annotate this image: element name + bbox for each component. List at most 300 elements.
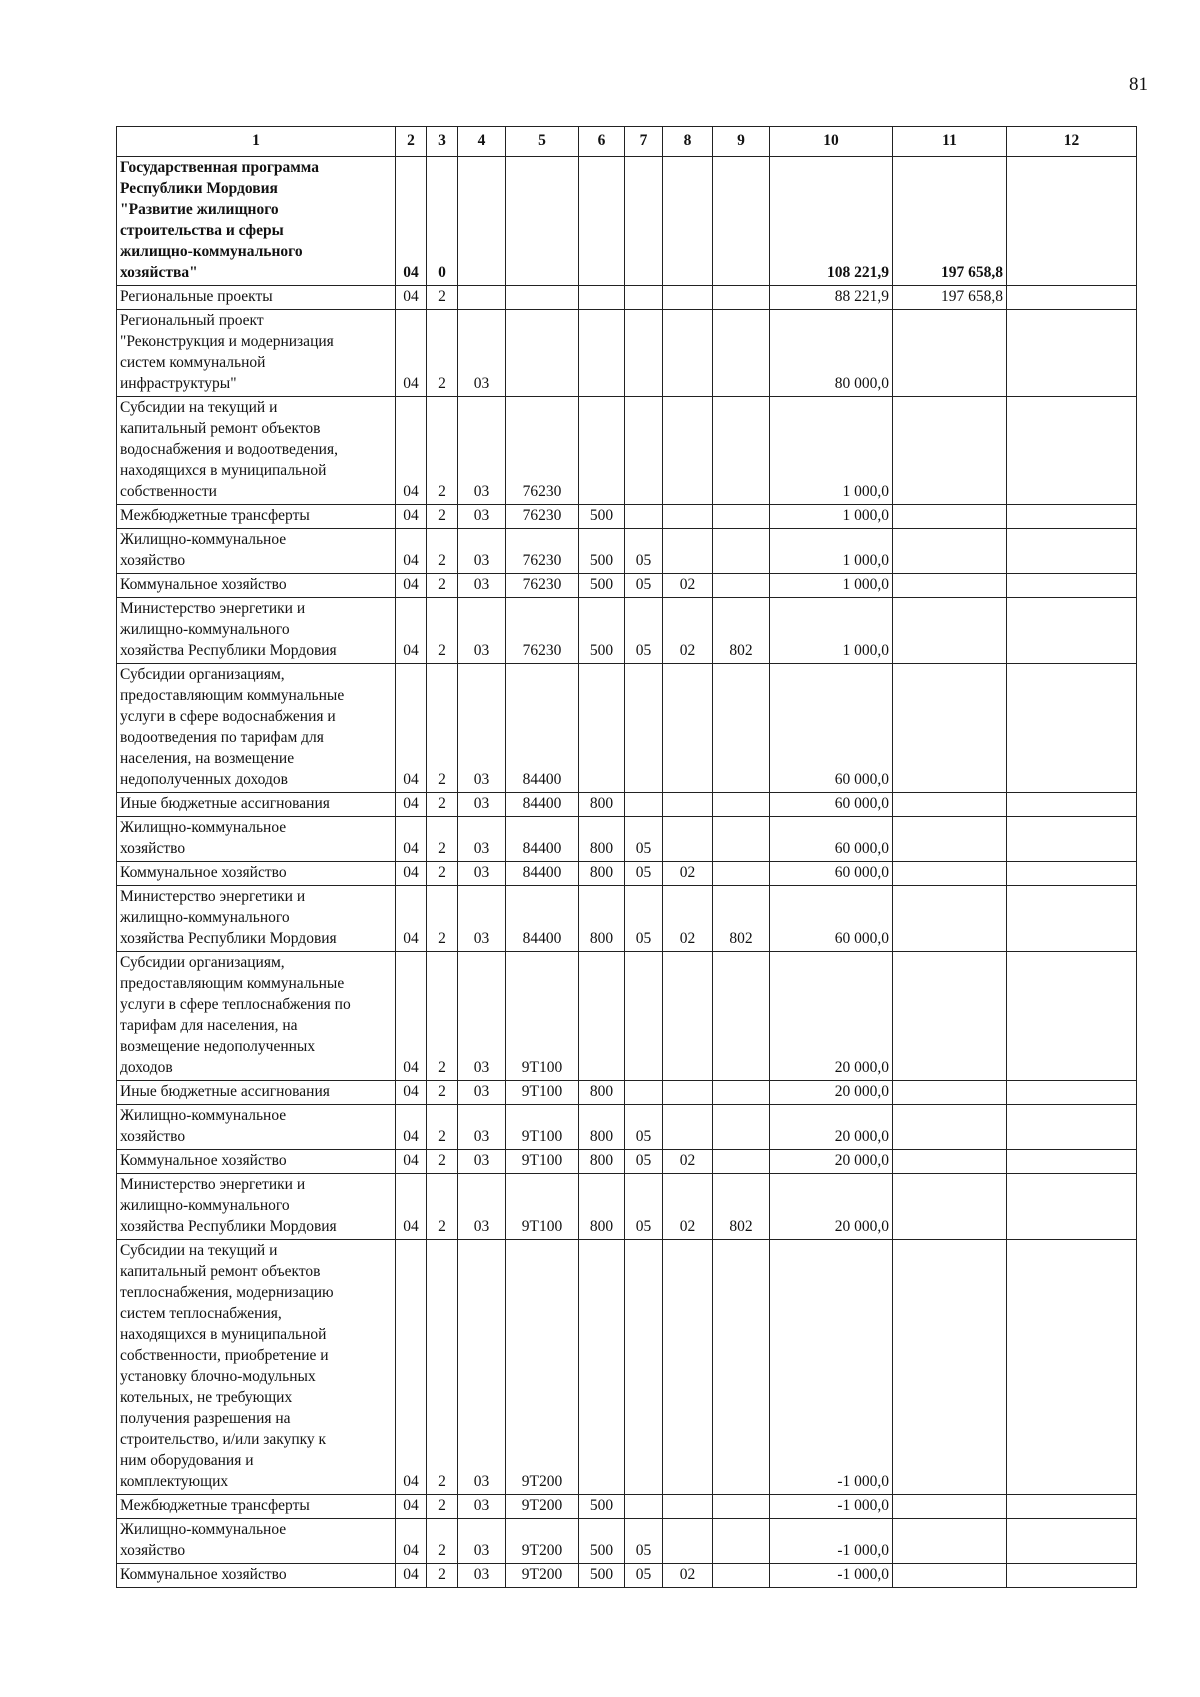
direction-code-cell: 9Т100 xyxy=(506,1174,579,1240)
table-row xyxy=(117,1240,1137,1495)
subprogram-code-cell: 2 xyxy=(427,529,458,574)
col-header-5: 5 xyxy=(506,127,579,157)
ministry-code-cell xyxy=(713,1240,770,1495)
amount-col12-cell xyxy=(1007,157,1137,286)
amount-col12-cell xyxy=(1007,1240,1137,1495)
amount-col11-cell xyxy=(893,1105,1007,1150)
project-code-cell: 03 xyxy=(458,1240,506,1495)
amount-col11-cell xyxy=(893,1564,1007,1588)
subprogram-code-cell: 2 xyxy=(427,286,458,310)
expense-type-cell: 500 xyxy=(579,1564,625,1588)
budget-code-cell: 04 xyxy=(396,505,427,529)
ministry-code-cell: 802 xyxy=(713,598,770,664)
expense-type-cell: 800 xyxy=(579,1081,625,1105)
amount-col10-cell: 1 000,0 xyxy=(770,397,893,505)
amount-col10-cell: 60 000,0 xyxy=(770,862,893,886)
subprogram-code-cell: 2 xyxy=(427,1105,458,1150)
section-code-cell xyxy=(625,397,663,505)
subprogram-code-cell: 0 xyxy=(427,157,458,286)
table-row xyxy=(117,598,1137,664)
table-row xyxy=(117,574,1137,598)
ministry-code-cell: 802 xyxy=(713,1174,770,1240)
subprogram-code-cell: 2 xyxy=(427,793,458,817)
section-code-cell xyxy=(625,1495,663,1519)
subsection-code-cell xyxy=(663,952,713,1081)
ministry-code-cell xyxy=(713,862,770,886)
subprogram-code-cell: 2 xyxy=(427,1519,458,1564)
row-name-cell: Субсидии организациям, предоставляющим коммунальные услуги в сфере теплоснабжения по тарифам для населения, на возмещение недополученных доходов xyxy=(117,952,396,1081)
ministry-code-cell xyxy=(713,664,770,793)
amount-col11-cell xyxy=(893,397,1007,505)
table-row xyxy=(117,1081,1137,1105)
budget-code-cell: 04 xyxy=(396,310,427,397)
budget-code-cell: 04 xyxy=(396,1519,427,1564)
table-row xyxy=(117,310,1137,397)
direction-code-cell xyxy=(506,310,579,397)
direction-code-cell: 76230 xyxy=(506,397,579,505)
amount-col10-cell: -1 000,0 xyxy=(770,1519,893,1564)
row-name-cell: Коммунальное хозяйство xyxy=(117,574,396,598)
subsection-code-cell xyxy=(663,157,713,286)
table-row xyxy=(117,505,1137,529)
ministry-code-cell xyxy=(713,1081,770,1105)
section-code-cell: 05 xyxy=(625,886,663,952)
amount-col12-cell xyxy=(1007,1174,1137,1240)
project-code-cell: 03 xyxy=(458,598,506,664)
expense-type-cell: 800 xyxy=(579,1150,625,1174)
table-row xyxy=(117,1150,1137,1174)
ministry-code-cell xyxy=(713,1495,770,1519)
row-name-cell: Министерство энергетики и жилищно-коммунального хозяйства Республики Мордовия xyxy=(117,886,396,952)
subsection-code-cell xyxy=(663,664,713,793)
table-row xyxy=(117,952,1137,1081)
header-row xyxy=(117,127,1137,157)
section-code-cell: 05 xyxy=(625,574,663,598)
amount-col12-cell xyxy=(1007,1150,1137,1174)
table-row xyxy=(117,1105,1137,1150)
amount-col10-cell: 1 000,0 xyxy=(770,505,893,529)
subsection-code-cell: 02 xyxy=(663,1174,713,1240)
amount-col11-cell xyxy=(893,886,1007,952)
row-name-cell: Коммунальное хозяйство xyxy=(117,862,396,886)
direction-code-cell: 9Т100 xyxy=(506,952,579,1081)
amount-col12-cell xyxy=(1007,862,1137,886)
budget-code-cell: 04 xyxy=(396,529,427,574)
subprogram-code-cell: 2 xyxy=(427,664,458,793)
col-header-3: 3 xyxy=(427,127,458,157)
amount-col11-cell: 197 658,8 xyxy=(893,286,1007,310)
expense-type-cell: 800 xyxy=(579,1174,625,1240)
section-code-cell xyxy=(625,310,663,397)
table-row xyxy=(117,817,1137,862)
subsection-code-cell xyxy=(663,1105,713,1150)
project-code-cell: 03 xyxy=(458,505,506,529)
expense-type-cell: 800 xyxy=(579,793,625,817)
table-row xyxy=(117,793,1137,817)
budget-code-cell: 04 xyxy=(396,1081,427,1105)
section-code-cell xyxy=(625,1081,663,1105)
project-code-cell: 03 xyxy=(458,529,506,574)
amount-col11-cell xyxy=(893,1150,1007,1174)
expense-type-cell: 500 xyxy=(579,574,625,598)
project-code-cell: 03 xyxy=(458,862,506,886)
direction-code-cell: 76230 xyxy=(506,598,579,664)
amount-col12-cell xyxy=(1007,598,1137,664)
subsection-code-cell: 02 xyxy=(663,574,713,598)
project-code-cell: 03 xyxy=(458,817,506,862)
amount-col10-cell: 1 000,0 xyxy=(770,529,893,574)
amount-col11-cell xyxy=(893,574,1007,598)
ministry-code-cell xyxy=(713,397,770,505)
section-code-cell xyxy=(625,952,663,1081)
section-code-cell: 05 xyxy=(625,1174,663,1240)
table-row xyxy=(117,397,1137,505)
subprogram-code-cell: 2 xyxy=(427,1240,458,1495)
project-code-cell xyxy=(458,157,506,286)
subsection-code-cell xyxy=(663,1240,713,1495)
row-name-cell: Субсидии на текущий и капитальный ремонт объектов водоснабжения и водоотведения, находящихся в муниципальной собственности xyxy=(117,397,396,505)
subsection-code-cell xyxy=(663,1081,713,1105)
subprogram-code-cell: 2 xyxy=(427,1150,458,1174)
amount-col10-cell: 88 221,9 xyxy=(770,286,893,310)
amount-col11-cell xyxy=(893,310,1007,397)
amount-col12-cell xyxy=(1007,286,1137,310)
subprogram-code-cell: 2 xyxy=(427,310,458,397)
budget-code-cell: 04 xyxy=(396,598,427,664)
table-row xyxy=(117,664,1137,793)
expense-type-cell xyxy=(579,664,625,793)
row-name-cell: Государственная программа Республики Мордовия "Развитие жилищного строительства и сферы жилищно-коммунального хозяйства" xyxy=(117,157,396,286)
ministry-code-cell xyxy=(713,286,770,310)
amount-col12-cell xyxy=(1007,1564,1137,1588)
section-code-cell xyxy=(625,505,663,529)
budget-code-cell: 04 xyxy=(396,817,427,862)
budget-code-cell: 04 xyxy=(396,1495,427,1519)
col-header-6: 6 xyxy=(579,127,625,157)
project-code-cell: 03 xyxy=(458,664,506,793)
direction-code-cell xyxy=(506,157,579,286)
direction-code-cell: 9Т200 xyxy=(506,1564,579,1588)
budget-table xyxy=(116,126,1137,1588)
expense-type-cell: 800 xyxy=(579,886,625,952)
table-row xyxy=(117,1174,1137,1240)
subsection-code-cell: 02 xyxy=(663,862,713,886)
section-code-cell: 05 xyxy=(625,1519,663,1564)
ministry-code-cell: 802 xyxy=(713,886,770,952)
expense-type-cell xyxy=(579,1240,625,1495)
amount-col10-cell: 80 000,0 xyxy=(770,310,893,397)
col-header-9: 9 xyxy=(713,127,770,157)
amount-col10-cell: 20 000,0 xyxy=(770,1081,893,1105)
row-name-cell: Субсидии на текущий и капитальный ремонт объектов теплоснабжения, модернизацию систем теплоснабжения, находящихся в муниципальной собственности, приобретение и установку блочно-модульных котельных, не требующих получения разрешения на строительство, и/или закупку к ним оборудования и комплектующих xyxy=(117,1240,396,1495)
budget-code-cell: 04 xyxy=(396,1240,427,1495)
subsection-code-cell: 02 xyxy=(663,1150,713,1174)
project-code-cell: 03 xyxy=(458,310,506,397)
ministry-code-cell xyxy=(713,1150,770,1174)
col-header-10: 10 xyxy=(770,127,893,157)
direction-code-cell: 84400 xyxy=(506,817,579,862)
amount-col12-cell xyxy=(1007,397,1137,505)
budget-code-cell: 04 xyxy=(396,793,427,817)
direction-code-cell: 9Т200 xyxy=(506,1240,579,1495)
subprogram-code-cell: 2 xyxy=(427,574,458,598)
row-name-cell: Жилищно-коммунальное хозяйство xyxy=(117,1105,396,1150)
direction-code-cell: 76230 xyxy=(506,574,579,598)
table-row xyxy=(117,1495,1137,1519)
amount-col11-cell xyxy=(893,862,1007,886)
section-code-cell: 05 xyxy=(625,817,663,862)
expense-type-cell xyxy=(579,952,625,1081)
row-name-cell: Межбюджетные трансферты xyxy=(117,505,396,529)
amount-col11-cell xyxy=(893,1495,1007,1519)
direction-code-cell: 76230 xyxy=(506,529,579,574)
ministry-code-cell xyxy=(713,310,770,397)
amount-col10-cell: -1 000,0 xyxy=(770,1495,893,1519)
col-header-8: 8 xyxy=(663,127,713,157)
amount-col11-cell: 197 658,8 xyxy=(893,157,1007,286)
subsection-code-cell xyxy=(663,793,713,817)
amount-col11-cell xyxy=(893,1240,1007,1495)
amount-col12-cell xyxy=(1007,664,1137,793)
amount-col12-cell xyxy=(1007,886,1137,952)
row-name-cell: Иные бюджетные ассигнования xyxy=(117,793,396,817)
col-header-11: 11 xyxy=(893,127,1007,157)
subsection-code-cell: 02 xyxy=(663,598,713,664)
col-header-2: 2 xyxy=(396,127,427,157)
ministry-code-cell xyxy=(713,1564,770,1588)
row-name-cell: Жилищно-коммунальное хозяйство xyxy=(117,1519,396,1564)
col-header-4: 4 xyxy=(458,127,506,157)
subprogram-code-cell: 2 xyxy=(427,397,458,505)
section-code-cell: 05 xyxy=(625,529,663,574)
subprogram-code-cell: 2 xyxy=(427,1174,458,1240)
subprogram-code-cell: 2 xyxy=(427,505,458,529)
amount-col10-cell: 20 000,0 xyxy=(770,1150,893,1174)
amount-col10-cell: 20 000,0 xyxy=(770,1174,893,1240)
project-code-cell xyxy=(458,286,506,310)
amount-col10-cell: 20 000,0 xyxy=(770,952,893,1081)
table-row xyxy=(117,157,1137,286)
expense-type-cell: 500 xyxy=(579,598,625,664)
direction-code-cell: 9Т100 xyxy=(506,1081,579,1105)
expense-type-cell: 800 xyxy=(579,817,625,862)
budget-code-cell: 04 xyxy=(396,397,427,505)
expense-type-cell xyxy=(579,397,625,505)
project-code-cell: 03 xyxy=(458,574,506,598)
amount-col11-cell xyxy=(893,505,1007,529)
project-code-cell: 03 xyxy=(458,952,506,1081)
expense-type-cell xyxy=(579,157,625,286)
budget-code-cell: 04 xyxy=(396,286,427,310)
subsection-code-cell xyxy=(663,1495,713,1519)
expense-type-cell: 500 xyxy=(579,1495,625,1519)
budget-code-cell: 04 xyxy=(396,157,427,286)
section-code-cell: 05 xyxy=(625,1564,663,1588)
row-name-cell: Региональный проект "Реконструкция и модернизация систем коммунальной инфраструктуры" xyxy=(117,310,396,397)
table-row xyxy=(117,886,1137,952)
section-code-cell: 05 xyxy=(625,862,663,886)
project-code-cell: 03 xyxy=(458,1150,506,1174)
direction-code-cell: 9Т100 xyxy=(506,1150,579,1174)
section-code-cell xyxy=(625,664,663,793)
amount-col12-cell xyxy=(1007,1081,1137,1105)
subsection-code-cell xyxy=(663,529,713,574)
budget-code-cell: 04 xyxy=(396,1105,427,1150)
budget-code-cell: 04 xyxy=(396,1150,427,1174)
amount-col11-cell xyxy=(893,1519,1007,1564)
subsection-code-cell xyxy=(663,505,713,529)
ministry-code-cell xyxy=(713,793,770,817)
amount-col10-cell: 1 000,0 xyxy=(770,574,893,598)
direction-code-cell: 84400 xyxy=(506,886,579,952)
direction-code-cell: 76230 xyxy=(506,505,579,529)
subprogram-code-cell: 2 xyxy=(427,817,458,862)
section-code-cell: 05 xyxy=(625,1150,663,1174)
section-code-cell xyxy=(625,793,663,817)
row-name-cell: Межбюджетные трансферты xyxy=(117,1495,396,1519)
amount-col12-cell xyxy=(1007,574,1137,598)
budget-code-cell: 04 xyxy=(396,952,427,1081)
amount-col12-cell xyxy=(1007,529,1137,574)
expense-type-cell: 500 xyxy=(579,505,625,529)
amount-col10-cell: 1 000,0 xyxy=(770,598,893,664)
amount-col12-cell xyxy=(1007,817,1137,862)
ministry-code-cell xyxy=(713,529,770,574)
table-row xyxy=(117,286,1137,310)
amount-col11-cell xyxy=(893,664,1007,793)
subprogram-code-cell: 2 xyxy=(427,1564,458,1588)
section-code-cell: 05 xyxy=(625,598,663,664)
subsection-code-cell xyxy=(663,397,713,505)
direction-code-cell: 84400 xyxy=(506,793,579,817)
ministry-code-cell xyxy=(713,1105,770,1150)
amount-col10-cell: 60 000,0 xyxy=(770,817,893,862)
table-row xyxy=(117,1519,1137,1564)
project-code-cell: 03 xyxy=(458,1105,506,1150)
ministry-code-cell xyxy=(713,574,770,598)
project-code-cell: 03 xyxy=(458,1564,506,1588)
amount-col11-cell xyxy=(893,598,1007,664)
budget-code-cell: 04 xyxy=(396,1564,427,1588)
amount-col11-cell xyxy=(893,1081,1007,1105)
subprogram-code-cell: 2 xyxy=(427,886,458,952)
table-row xyxy=(117,1564,1137,1588)
amount-col12-cell xyxy=(1007,952,1137,1081)
subprogram-code-cell: 2 xyxy=(427,1081,458,1105)
amount-col10-cell: 60 000,0 xyxy=(770,793,893,817)
amount-col12-cell xyxy=(1007,505,1137,529)
section-code-cell xyxy=(625,157,663,286)
subsection-code-cell xyxy=(663,310,713,397)
row-name-cell: Субсидии организациям, предоставляющим коммунальные услуги в сфере водоснабжения и водоотведения по тарифам для населения, на возмещение недополученных доходов xyxy=(117,664,396,793)
direction-code-cell: 9Т200 xyxy=(506,1519,579,1564)
section-code-cell xyxy=(625,1240,663,1495)
row-name-cell: Жилищно-коммунальное хозяйство xyxy=(117,817,396,862)
budget-code-cell: 04 xyxy=(396,886,427,952)
subsection-code-cell xyxy=(663,1519,713,1564)
amount-col11-cell xyxy=(893,952,1007,1081)
project-code-cell: 03 xyxy=(458,397,506,505)
col-header-7: 7 xyxy=(625,127,663,157)
amount-col12-cell xyxy=(1007,310,1137,397)
row-name-cell: Коммунальное хозяйство xyxy=(117,1564,396,1588)
amount-col10-cell: 60 000,0 xyxy=(770,664,893,793)
expense-type-cell: 500 xyxy=(579,1519,625,1564)
ministry-code-cell xyxy=(713,817,770,862)
expense-type-cell xyxy=(579,310,625,397)
budget-code-cell: 04 xyxy=(396,862,427,886)
amount-col12-cell xyxy=(1007,793,1137,817)
direction-code-cell: 9Т100 xyxy=(506,1105,579,1150)
col-header-1: 1 xyxy=(117,127,396,157)
project-code-cell: 03 xyxy=(458,793,506,817)
row-name-cell: Коммунальное хозяйство xyxy=(117,1150,396,1174)
amount-col10-cell: -1 000,0 xyxy=(770,1564,893,1588)
table-body xyxy=(117,157,1137,1588)
direction-code-cell: 9Т200 xyxy=(506,1495,579,1519)
amount-col11-cell xyxy=(893,793,1007,817)
amount-col10-cell: -1 000,0 xyxy=(770,1240,893,1495)
page-number: 81 xyxy=(1129,74,1148,95)
project-code-cell: 03 xyxy=(458,1081,506,1105)
project-code-cell: 03 xyxy=(458,1495,506,1519)
subprogram-code-cell: 2 xyxy=(427,952,458,1081)
amount-col11-cell xyxy=(893,817,1007,862)
expense-type-cell: 800 xyxy=(579,1105,625,1150)
expense-type-cell: 800 xyxy=(579,862,625,886)
section-code-cell: 05 xyxy=(625,1105,663,1150)
col-header-12: 12 xyxy=(1007,127,1137,157)
amount-col10-cell: 60 000,0 xyxy=(770,886,893,952)
amount-col11-cell xyxy=(893,1174,1007,1240)
amount-col12-cell xyxy=(1007,1519,1137,1564)
subprogram-code-cell: 2 xyxy=(427,598,458,664)
direction-code-cell: 84400 xyxy=(506,664,579,793)
ministry-code-cell xyxy=(713,505,770,529)
amount-col12-cell xyxy=(1007,1105,1137,1150)
amount-col10-cell: 20 000,0 xyxy=(770,1105,893,1150)
direction-code-cell xyxy=(506,286,579,310)
project-code-cell: 03 xyxy=(458,886,506,952)
row-name-cell: Жилищно-коммунальное хозяйство xyxy=(117,529,396,574)
budget-code-cell: 04 xyxy=(396,664,427,793)
expense-type-cell: 500 xyxy=(579,529,625,574)
table-row xyxy=(117,529,1137,574)
section-code-cell xyxy=(625,286,663,310)
row-name-cell: Министерство энергетики и жилищно-коммунального хозяйства Республики Мордовия xyxy=(117,598,396,664)
row-name-cell: Региональные проекты xyxy=(117,286,396,310)
amount-col11-cell xyxy=(893,529,1007,574)
ministry-code-cell xyxy=(713,952,770,1081)
project-code-cell: 03 xyxy=(458,1519,506,1564)
subsection-code-cell: 02 xyxy=(663,1564,713,1588)
budget-code-cell: 04 xyxy=(396,574,427,598)
direction-code-cell: 84400 xyxy=(506,862,579,886)
ministry-code-cell xyxy=(713,157,770,286)
amount-col10-cell: 108 221,9 xyxy=(770,157,893,286)
row-name-cell: Министерство энергетики и жилищно-коммунального хозяйства Республики Мордовия xyxy=(117,1174,396,1240)
subprogram-code-cell: 2 xyxy=(427,1495,458,1519)
ministry-code-cell xyxy=(713,1519,770,1564)
subsection-code-cell xyxy=(663,286,713,310)
row-name-cell: Иные бюджетные ассигнования xyxy=(117,1081,396,1105)
project-code-cell: 03 xyxy=(458,1174,506,1240)
subsection-code-cell xyxy=(663,817,713,862)
budget-code-cell: 04 xyxy=(396,1174,427,1240)
amount-col12-cell xyxy=(1007,1495,1137,1519)
expense-type-cell xyxy=(579,286,625,310)
table-row xyxy=(117,862,1137,886)
